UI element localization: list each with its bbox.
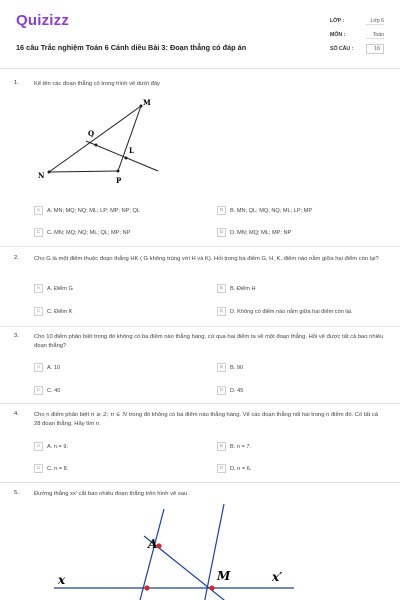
option-key: B <box>217 363 226 372</box>
label-q: Q <box>88 129 95 138</box>
point-n <box>48 171 51 174</box>
point-p <box>117 170 120 173</box>
option-text: A. n = 9. <box>47 443 68 450</box>
option-a[interactable] <box>34 442 68 451</box>
math-condition: n ≥ 2; n ∈ N <box>90 412 128 418</box>
question-divider <box>0 482 400 483</box>
label-a: A <box>148 537 158 551</box>
option-d[interactable] <box>217 464 251 473</box>
option-key: D <box>217 386 226 395</box>
option-text: A. 10 <box>47 364 61 371</box>
question-number: 4. <box>14 411 19 417</box>
option-text: D. Không có điểm nào nằm giữa hai điểm còn lại. <box>230 308 353 315</box>
option-a[interactable] <box>34 284 73 293</box>
question-4 <box>14 411 386 481</box>
point-m <box>209 585 214 590</box>
option-key: C <box>34 307 43 316</box>
option-key: A <box>34 442 43 451</box>
option-a[interactable] <box>34 206 140 215</box>
option-text: A. Điểm G <box>47 285 73 292</box>
question-divider <box>0 403 400 404</box>
option-b[interactable] <box>217 363 243 372</box>
meta-count-row <box>330 42 384 56</box>
option-key: C <box>34 464 43 473</box>
option-text: C. MN; MQ; NQ; ML; QL; MP; NP <box>47 229 131 236</box>
option-c[interactable] <box>34 464 68 473</box>
meta-class-label: LỚP : <box>330 18 345 24</box>
label-m: M <box>143 98 151 107</box>
question-3 <box>14 333 386 403</box>
question-text: Cho G là một điểm thuộc đoạn thẳng HK ( G không trùng với H và K). Hỏi trong ba điểm G, H, K, điểm nào nằm giữa hai điểm còn lại? <box>34 256 379 262</box>
page-title: 16 câu Trắc nghiệm Toán 6 Cánh diều Bài 3: Đoạn thẳng có đáp án <box>16 43 247 52</box>
question-number: 3. <box>14 333 19 339</box>
question-text: Cho 10 điểm phân biệt trong đó không có ba điểm nào thẳng hàng, cứ qua hai điểm ta vẽ một đoạn thẳng. Hỏi vẽ được tất cả bao nhiêu đoạn thẳng? <box>34 334 384 349</box>
option-d[interactable] <box>217 307 353 316</box>
option-key: B <box>217 442 226 451</box>
option-c[interactable] <box>34 386 60 395</box>
label-n: N <box>38 171 45 180</box>
option-a[interactable] <box>34 363 60 372</box>
label-p: P <box>116 176 122 185</box>
option-text: D. MN; MQ; ML; MP; NP <box>230 229 292 236</box>
meta-count-label: SỐ CÂU : <box>330 46 354 52</box>
worksheet-meta <box>330 14 384 56</box>
label-m: M <box>217 569 231 583</box>
question-5-figure <box>44 504 324 600</box>
option-c[interactable] <box>34 307 73 316</box>
option-c[interactable] <box>34 228 130 237</box>
option-key: C <box>34 228 43 237</box>
header-divider <box>0 68 400 69</box>
question-1 <box>14 80 386 240</box>
segment-nm <box>49 106 141 172</box>
option-key: B <box>217 206 226 215</box>
point-l <box>125 157 128 160</box>
option-text: B. 90 <box>230 364 244 371</box>
point-intersection <box>144 585 149 590</box>
option-key: A <box>34 284 43 293</box>
question-text <box>34 411 384 428</box>
option-key: B <box>217 284 226 293</box>
question-1-figure <box>38 96 178 188</box>
question-number: 5. <box>14 490 19 496</box>
question-2 <box>14 255 386 325</box>
label-x-prime: x′ <box>272 570 283 584</box>
line-through-m <box>204 504 224 600</box>
option-text: D. n = 6. <box>230 465 252 472</box>
question-number: 1. <box>14 80 19 86</box>
option-d[interactable] <box>217 228 291 237</box>
question-text-end: trong đó không có ba điểm nào thẳng hàng. Vẽ các đoạn thẳng nối hai trong n điểm đó. Có tất cả 28 đoạn thẳng. Hãy tìm n. <box>34 412 378 427</box>
option-key: C <box>34 386 43 395</box>
meta-subject-label: MÔN : <box>330 32 346 38</box>
option-d[interactable] <box>217 386 243 395</box>
option-key: D <box>217 464 226 473</box>
option-text: B. MN; QL; MQ; NQ; ML; LP; MP <box>230 207 313 214</box>
option-key: A <box>34 363 43 372</box>
question-number: 2. <box>14 255 19 261</box>
option-text: B. n = 7. <box>230 443 251 450</box>
meta-subject-value: Toán <box>366 32 384 39</box>
worksheet-header <box>16 12 384 62</box>
quizizz-logo: Quizizz <box>16 12 70 29</box>
meta-class-value: Lớp 6 <box>366 18 384 25</box>
question-text: Kể tên các đoạn thẳng có trong hình vẽ dưới đây <box>34 81 160 87</box>
segment-mp <box>118 106 141 171</box>
option-text: C. Điểm K <box>47 308 73 315</box>
meta-class-row <box>330 14 384 28</box>
option-text: D. 45 <box>230 387 244 394</box>
option-key: D <box>217 307 226 316</box>
line-through-a <box>139 509 164 600</box>
question-text-start: Cho n điểm phân biệt <box>34 412 91 418</box>
option-key: D <box>217 228 226 237</box>
question-5 <box>14 490 386 600</box>
option-text: C. 40 <box>47 387 61 394</box>
meta-count-value: 16 <box>366 44 384 54</box>
point-q <box>95 144 98 147</box>
option-text: C. n = 8. <box>47 465 69 472</box>
option-b[interactable] <box>217 442 251 451</box>
option-text: A. MN; MQ; NQ; ML; LP; MP; NP; QL <box>47 207 140 214</box>
option-b[interactable] <box>217 284 256 293</box>
option-b[interactable] <box>217 206 312 215</box>
segment-np <box>49 171 118 172</box>
question-divider <box>0 246 400 247</box>
question-text: Đường thẳng xx' cắt bao nhiêu đoạn thẳng trên hình vẽ sau <box>34 491 188 497</box>
label-l: L <box>129 146 134 155</box>
question-divider <box>0 326 400 327</box>
option-text: B. Điểm H <box>230 285 256 292</box>
label-x: x <box>58 573 66 587</box>
option-key: A <box>34 206 43 215</box>
meta-subject-row <box>330 28 384 42</box>
